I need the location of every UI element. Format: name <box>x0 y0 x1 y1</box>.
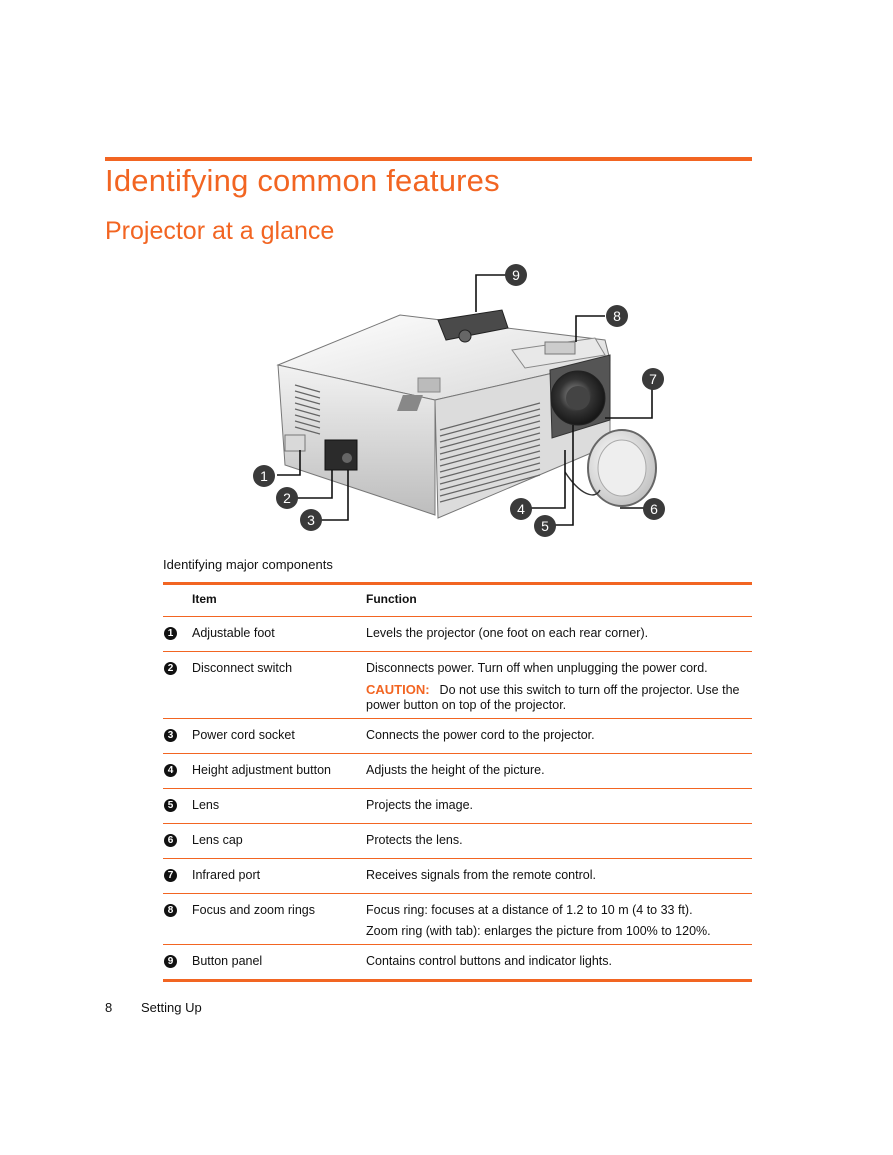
table-row <box>163 753 752 788</box>
header-item: Item <box>192 592 217 606</box>
callout-1: 1 <box>260 468 268 484</box>
components-table <box>163 582 752 982</box>
row-number: 3 <box>164 729 177 742</box>
row-number: 4 <box>164 764 177 777</box>
caution-text: Do not use this switch to turn off the projector. Use the power button on top of the projector. <box>366 683 740 712</box>
row-function: Adjusts the height of the picture. <box>366 763 545 777</box>
row-function: Contains control buttons and indicator lights. <box>366 954 612 968</box>
row-number: 6 <box>164 834 177 847</box>
caution-label: CAUTION: <box>366 682 430 697</box>
heading-rule <box>105 157 752 161</box>
callout-7: 7 <box>649 371 657 387</box>
callout-6: 6 <box>650 501 658 517</box>
callout-3: 3 <box>307 512 315 528</box>
table-caption: Identifying major components <box>163 557 333 572</box>
row-item: Height adjustment button <box>192 763 331 777</box>
row-item: Lens cap <box>192 833 243 847</box>
table-header <box>163 585 752 616</box>
row-item: Focus and zoom rings <box>192 903 315 917</box>
callout-2: 2 <box>283 490 291 506</box>
table-row <box>163 944 752 979</box>
row-number: 2 <box>164 662 177 675</box>
page-title: Identifying common features <box>105 163 500 198</box>
row-number: 9 <box>164 955 177 968</box>
row-function: Receives signals from the remote control. <box>366 868 596 882</box>
row-function: Protects the lens. <box>366 833 463 847</box>
row-number: 1 <box>164 627 177 640</box>
projector-diagram <box>240 260 680 545</box>
header-function: Function <box>366 592 417 606</box>
table-row <box>163 788 752 823</box>
row-item: Lens <box>192 798 220 812</box>
row-function: Disconnects power. Turn off when unplugging the power cord. CAUTION: Do not use this switch to turn off the projector. Use the power button on top of the projector. <box>366 661 751 719</box>
row-item: Disconnect switch <box>192 661 293 675</box>
table-row <box>163 616 752 651</box>
row-item: Adjustable foot <box>192 626 275 640</box>
row-item: Infrared port <box>192 868 261 882</box>
row-item: Button panel <box>192 954 263 968</box>
callout-4: 4 <box>517 501 525 517</box>
table-row <box>163 893 752 944</box>
row-function: Levels the projector (one foot on each rear corner). <box>366 626 649 640</box>
row-function: Connects the power cord to the projector. <box>366 728 595 742</box>
table-row <box>163 718 752 753</box>
callout-5: 5 <box>541 518 549 534</box>
table-row <box>163 858 752 893</box>
page-footer <box>105 1000 202 1015</box>
table-row <box>163 823 752 858</box>
caution-note <box>366 682 751 713</box>
callout-8: 8 <box>613 308 621 324</box>
page-number: 8 <box>105 1000 113 1015</box>
table-row <box>163 651 752 718</box>
row-function: Projects the image. <box>366 798 473 812</box>
row-item: Power cord socket <box>192 728 295 742</box>
footer-section: Setting Up <box>141 1000 202 1015</box>
row-function: Focus ring: focuses at a distance of 1.2 to 10 m (4 to 33 ft). Zoom ring (with tab): enlarges the picture from 100% to 120%. <box>366 903 711 938</box>
row-number: 5 <box>164 799 177 812</box>
callout-9: 9 <box>512 267 520 283</box>
table-bottom-rule <box>163 979 752 982</box>
row-number: 7 <box>164 869 177 882</box>
row-number: 8 <box>164 904 177 917</box>
section-title: Projector at a glance <box>105 217 335 245</box>
